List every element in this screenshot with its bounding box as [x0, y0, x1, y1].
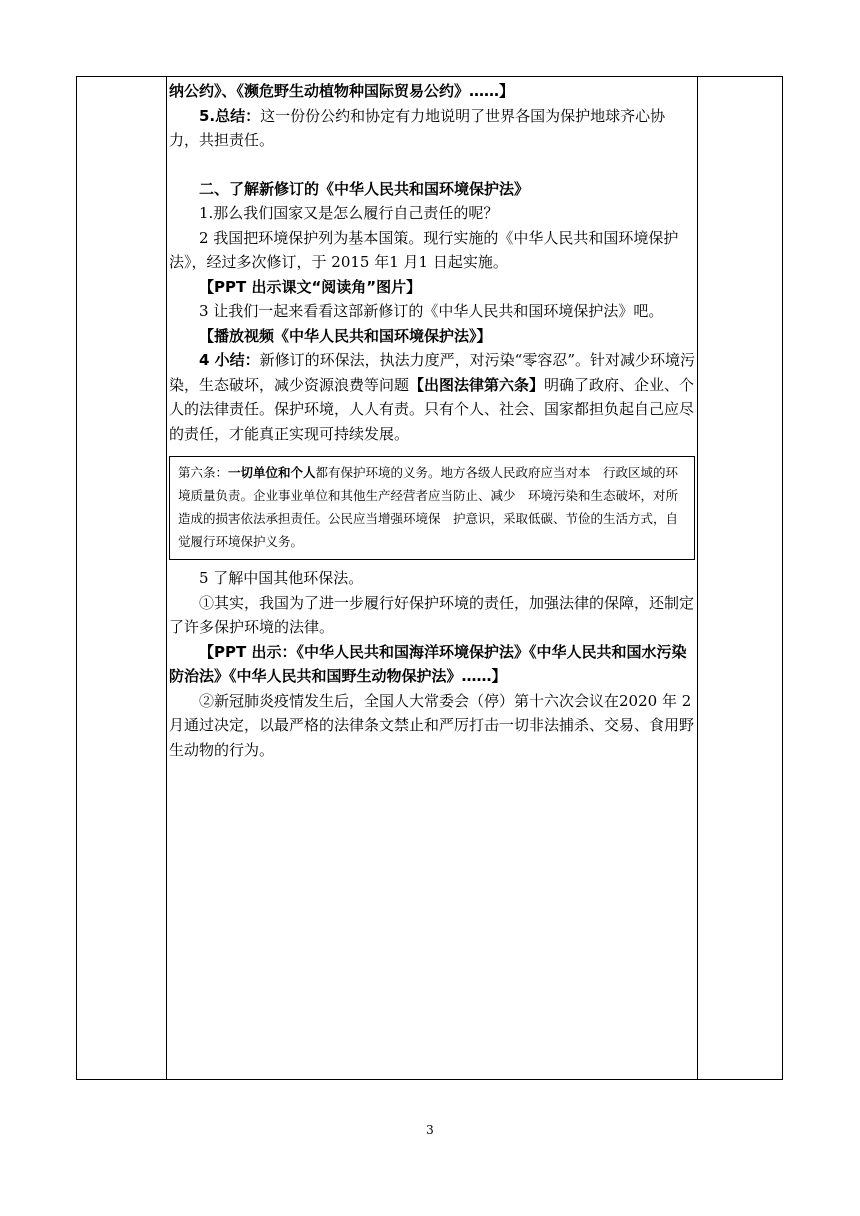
article-6-label: 第六条： — [178, 465, 229, 480]
article-6-bold: 一切单位和个人 — [228, 465, 316, 480]
summary-text: 这一份份公约和协定有力地说明了世界各国为保护地球齐心协力，共担责任。 — [169, 106, 666, 149]
convention-list-end: 纳公约》、《濒危野生动植物种国际贸易公约》……】 — [169, 82, 515, 100]
ppt-instruction-2: 【PPT 出示：《中华人民共和国海洋环境保护法》《中华人民共和国水污染防治法》《中华人民共和国野生动物保护法》……】 — [169, 642, 687, 685]
point-2: 2 我国把环境保护列为基本国策。现行实施的《中华人民共和国环境保护法》，经过多次修订，于 2015 年1 月1 日起实施。 — [169, 228, 679, 271]
section2-heading: 二、了解新修订的《中华人民共和国环境保护法》 — [199, 179, 530, 198]
point-3: 3 让我们一起来看看这部新修订的《中华人民共和国环境保护法》吧。 — [199, 302, 664, 320]
question-1: 1.那么我们国家又是怎么履行自己责任的呢？ — [199, 204, 499, 222]
point-5-1: ①其实，我国为了进一步履行好保护环境的责任，加强法律的保障，还制定了许多保护环境的法律。 — [169, 593, 695, 636]
article-6-box — [169, 456, 695, 560]
lesson-content-cell — [169, 77, 695, 762]
point-4-label: 4 小结： — [199, 351, 260, 369]
point-5-2: ②新冠肺炎疫情发生后，全国人大常委会（停）第十六次会议在2020 年 2 月通过决定，以最严格的法律条文禁止和严厉打击一切非法捕杀、交易、食用野生动物的行为。 — [169, 691, 695, 759]
article-6-text: 都有保护环境的义务。地方各级人民政府应当对本 行政区域的环境质量负责。企业事业单位和其他生产经营者应当防止、减少 环境污染和生态破坏，对所造成的损害依法承担责任。公民应当增强环境保 护意识，采取低碳、节俭的生活方式，自觉履行环境保护义务。 — [178, 465, 679, 549]
page-number: 3 — [426, 1123, 434, 1137]
table-divider-left — [166, 77, 167, 1079]
table-divider-right — [697, 77, 698, 1079]
summary-paragraph — [169, 104, 695, 153]
point-4 — [169, 348, 695, 446]
lesson-table — [76, 76, 783, 1080]
point-4-bold: 【出图法律第六条】 — [409, 375, 545, 394]
point-5: 5 了解中国其他环保法。 — [199, 569, 364, 587]
point-4-text-b: 明确了政府、企业、个人的法律责任。保护环境，人人有责。只有个人、社会、国家都担负起自己应尽的责任，才能真正实现可持续发展。 — [169, 375, 695, 443]
ppt-instruction-1: 【PPT 出示课文“阅读角”图片】 — [199, 277, 422, 296]
video-instruction: 【播放视频《中华人民共和国环境保护法》】 — [199, 326, 492, 345]
point-4-text-a: 新修订的环保法，执法力度严，对污染“零容忍”。针对减少环境污染，生态破坏，减少资源浪费等问题 — [169, 351, 696, 394]
summary-label: 5.总结： — [199, 106, 261, 125]
